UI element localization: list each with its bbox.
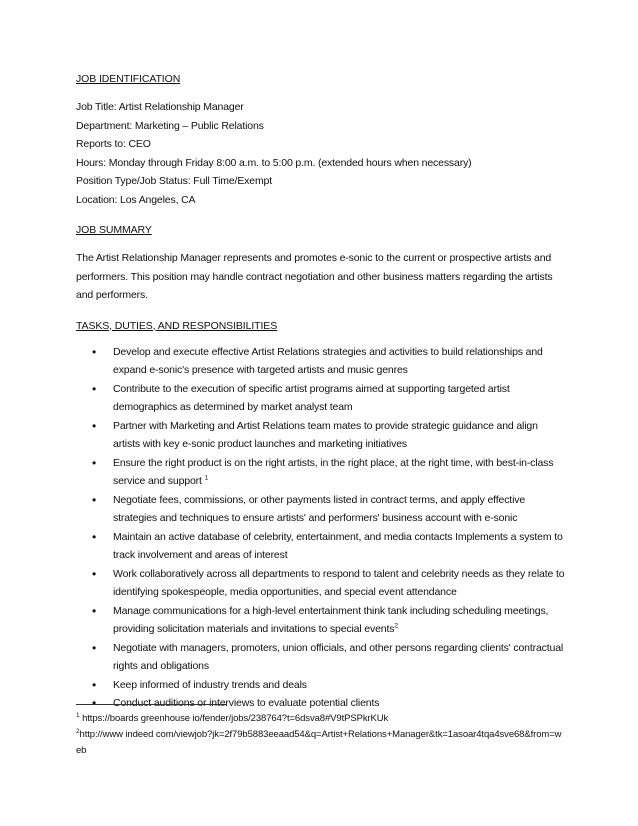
task-text: Negotiate fees, commissions, or other payments listed in contract terms, and apply effective strategies and techniques to ensure artists' and performers' business account with e-sonic (113, 493, 526, 524)
footnote-mark: 2 (76, 727, 80, 735)
tasks-list (92, 343, 566, 713)
document-page (76, 72, 566, 723)
task-text: Maintain an active database of celebrity, entertainment, and media contacts Implements a system to track involvement and areas of interest (113, 530, 563, 561)
footnote-link[interactable]: https://boards greenhouse io/fender/jobs/238764?t=6dsva8#V9tPSPkrKUk (82, 713, 389, 724)
list-item (92, 602, 566, 639)
footnote-link[interactable]: http://www indeed com/viewjob?jk=2f79b5883eeaad54&q=Artist+Relations+Manager&tk=1asoar4tqa4sve68&from=web (76, 729, 562, 756)
list-item (92, 565, 566, 602)
list-item (92, 380, 566, 417)
footnote-2 (76, 727, 566, 759)
tasks-section (76, 319, 566, 713)
list-item (92, 639, 566, 676)
task-text: Contribute to the execution of specific artist programs aimed at supporting targeted artist demographics as determined by market analyst team (113, 382, 510, 413)
task-text: Keep informed of industry trends and deals (113, 678, 307, 691)
list-item (92, 528, 566, 565)
position-type-line: Position Type/Job Status: Full Time/Exempt (76, 175, 273, 187)
hours-line: Hours: Monday through Friday 8:00 a.m. to 5:00 p.m. (extended hours when necessary) (76, 156, 472, 169)
footnote-ref[interactable]: 2 (394, 622, 398, 630)
job-identification-heading: JOB IDENTIFICATION (76, 73, 181, 85)
job-summary-heading: JOB SUMMARY (76, 224, 152, 236)
tasks-heading: TASKS, DUTIES, AND RESPONSIBILITIES (76, 319, 278, 332)
task-text: Conduct auditions or interviews to evaluate potential clients (113, 697, 380, 709)
job-summary-section (76, 223, 566, 305)
footnote-1 (76, 711, 566, 727)
task-text: Partner with Marketing and Artist Relations team mates to provide strategic guidance and align artists with key e-sonic product launches and marketing initiatives (113, 419, 538, 450)
reports-to-line: Reports to: CEO (76, 138, 151, 150)
department-line: Department: Marketing – Public Relations (76, 119, 264, 132)
list-item (92, 454, 566, 491)
task-text: Manage communications for a high-level entertainment think tank including scheduling meetings, providing solicitation materials and invitations to special events (113, 604, 549, 635)
list-item (92, 491, 566, 528)
list-item (92, 343, 566, 380)
task-text: Negotiate with managers, promoters, union officials, and other persons regarding clients' contractual rights and obligations (113, 641, 564, 672)
location-line: Location: Los Angeles, CA (76, 193, 196, 206)
footnotes (76, 711, 566, 759)
job-summary-text: The Artist Relationship Manager represents and promotes e-sonic to the current or prospective artists and performers. This position may handle contract negotiation and other business matters regarding the artists and performers. (76, 252, 553, 301)
footnote-divider (76, 704, 226, 705)
task-text: Work collaboratively across all departments to respond to talent and celebrity needs as they relate to identifying spokespeople, media opportunities, and special event attendance (113, 567, 565, 598)
footnote-mark: 1 (76, 711, 80, 719)
job-identification-section (76, 72, 566, 209)
job-title-line: Job Title: Artist Relationship Manager (76, 101, 244, 113)
task-text: Ensure the right product is on the right artists, in the right place, at the right time, with best-in-class service and support (113, 456, 554, 487)
footnote-ref[interactable]: 1 (204, 474, 209, 482)
task-text: Develop and execute effective Artist Relations strategies and activities to build relationships and expand e-sonic's presence with targeted artists and music genres (113, 345, 543, 376)
list-item (92, 676, 566, 695)
list-item (92, 417, 566, 454)
